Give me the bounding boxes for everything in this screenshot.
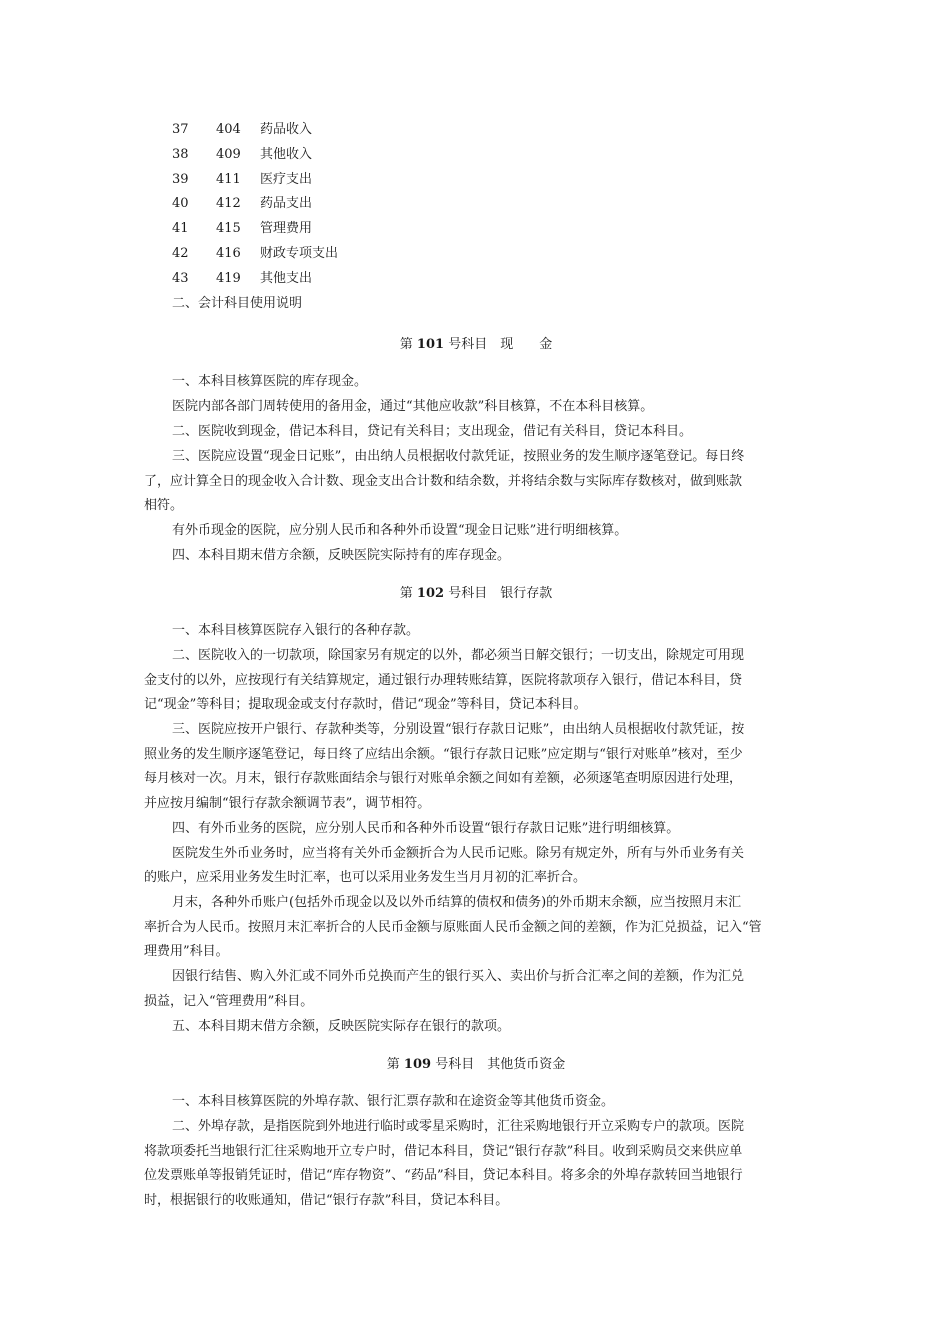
section-title: 二、会计科目使用说明: [172, 295, 303, 311]
paragraph-line: 四、本科目期末借方余额，反映医院实际持有的库存现金。: [172, 548, 511, 563]
paragraph-line: 了，应计算全日的现金收入合计数、现金支出合计数和结余数，并将结余数与实际库存数核对，做到账款: [144, 474, 743, 489]
account-heading-102: [144, 582, 808, 601]
item-code: 404: [216, 122, 241, 137]
paragraph-line: 五、本科目期末借方余额，反映医院实际存在银行的款项。: [172, 1019, 511, 1034]
heading-prefix: 第: [399, 337, 417, 352]
paragraph-line: 四、有外币业务的医院，应分别人民币和各种外币设置“银行存款日记账”进行明细核算。: [172, 821, 680, 836]
heading-number: 102: [416, 586, 445, 601]
list-item: [172, 217, 338, 242]
paragraph-line: 一、本科目核算医院的库存现金。: [172, 374, 368, 389]
paragraph-line: 因银行结售、购入外汇或不同外币兑换而产生的银行买入、卖出价与折合汇率之间的差额，作为汇兑: [172, 969, 745, 984]
paragraph-line: 并应按月编制“银行存款余额调节表”，调节相符。: [144, 796, 431, 811]
item-code: 411: [216, 171, 241, 187]
item-code: 416: [216, 245, 241, 261]
paragraph-line: 二、外埠存款，是指医院到外地进行临时或零星采购时，汇往采购地银行开立采购专户的款项。医院: [172, 1119, 745, 1134]
heading-number: 109: [403, 1057, 432, 1072]
list-item: [172, 143, 338, 168]
item-code: 419: [216, 270, 241, 286]
heading-suffix: 号科目 其他货币资金: [431, 1057, 566, 1072]
account-heading-101: [144, 333, 808, 352]
heading-prefix: 第: [386, 1057, 404, 1072]
paragraph-line: 每月核对一次。月末，银行存款账面结余与银行对账单余额之间如有差额，必须逐笔查明原因进行处理，: [144, 771, 743, 786]
paragraph-line: 医院发生外币业务时，应当将有关外币金额折合为人民币记账。除另有规定外，所有与外币业务有关: [172, 846, 745, 861]
list-item: [172, 267, 338, 292]
item-number: 39: [172, 171, 189, 187]
list-item: [172, 118, 338, 143]
item-name: 医疗支出: [260, 171, 313, 187]
paragraph-line: 医院内部各部门周转使用的备用金，通过“其他应收款”科目核算，不在本科目核算。: [172, 399, 654, 414]
heading-suffix: 号科目 现 金: [444, 337, 553, 352]
item-number: 41: [172, 221, 189, 237]
paragraph-line: 时，根据银行的收账通知，借记“银行存款”科目，贷记本科目。: [144, 1193, 509, 1208]
item-number: 38: [172, 146, 189, 162]
item-name: 财政专项支出: [260, 245, 339, 261]
item-number: 42: [172, 245, 189, 261]
paragraph-line: 记“现金”等科目；提取现金或支付存款时，借记“现金”等科目，贷记本科目。: [144, 697, 587, 712]
list-item: [172, 192, 338, 217]
item-name: 药品收入: [260, 122, 313, 137]
item-name: 药品支出: [260, 196, 313, 212]
heading-number: 101: [416, 337, 445, 352]
paragraph-line: 的账户，应采用业务发生时汇率，也可以采用业务发生当月月初的汇率折合。: [144, 870, 587, 885]
paragraph-line: 理费用”科目。: [144, 944, 229, 959]
paragraph-line: 照业务的发生顺序逐笔登记，每日终了应结出余额。“银行存款日记账”应定期与“银行对账单”核对，至少: [144, 747, 743, 762]
heading-prefix: 第: [399, 586, 417, 601]
paragraph-line: 位发票账单等报销凭证时，借记“库存物资”、“药品”科目，贷记本科目。将多余的外埠存款转回当地银行: [144, 1168, 743, 1183]
paragraph-line: 二、医院收到现金，借记本科目，贷记有关科目；支出现金，借记有关科目，贷记本科目。: [172, 424, 693, 439]
paragraph-line: 率折合为人民币。按照月末汇率折合的人民币金额与原账面人民币金额之间的差额，作为汇兑损益，记入“管: [144, 920, 762, 935]
item-code: 409: [216, 146, 241, 162]
paragraph-line: 将款项委托当地银行汇往采购地开立专户时，借记本科目，贷记“银行存款”科目。收到采购员交来供应单: [144, 1144, 743, 1159]
paragraph-line: 有外币现金的医院，应分别人民币和各种外币设置“现金日记账”进行明细核算。: [172, 523, 628, 538]
paragraph-line: 三、医院应设置“现金日记账”，由出纳人员根据收付款凭证，按照业务的发生顺序逐笔登记。每日终: [172, 449, 745, 464]
paragraph-line: 月末，各种外币账户(包括外币现金以及以外币结算的债权和债务)的外币期末余额，应当按照月末汇: [172, 895, 742, 910]
item-code: 415: [216, 221, 241, 237]
item-name: 管理费用: [260, 221, 313, 237]
account-heading-109: [144, 1053, 808, 1072]
list-item: [172, 242, 338, 267]
heading-suffix: 号科目 银行存款: [444, 586, 553, 601]
item-number: 37: [172, 122, 189, 137]
item-name: 其他收入: [260, 146, 313, 162]
item-number: 43: [172, 270, 189, 286]
paragraph-line: 一、本科目核算医院的外埠存款、银行汇票存款和在途资金等其他货币资金。: [172, 1094, 615, 1109]
list-item: [172, 168, 338, 193]
item-number: 40: [172, 196, 189, 212]
paragraph-line: 三、医院应按开户银行、存款种类等，分别设置“银行存款日记账”，由出纳人员根据收付款凭证，按: [172, 722, 745, 737]
paragraph-line: 一、本科目核算医院存入银行的各种存款。: [172, 623, 420, 638]
item-code: 412: [216, 196, 241, 212]
paragraph-line: 损益，记入“管理费用”科目。: [144, 994, 314, 1009]
account-code-list: [172, 118, 338, 316]
paragraph-line: 二、医院收入的一切款项，除国家另有规定的以外，都必须当日解交银行；一切支出，除规定可用现: [172, 648, 745, 663]
item-name: 其他支出: [260, 270, 313, 286]
paragraph-line: 金支付的以外，应按现行有关结算规定，通过银行办理转账结算，医院将款项存入银行，借记本科目，贷: [144, 673, 743, 688]
paragraph-line: 相符。: [144, 498, 184, 513]
